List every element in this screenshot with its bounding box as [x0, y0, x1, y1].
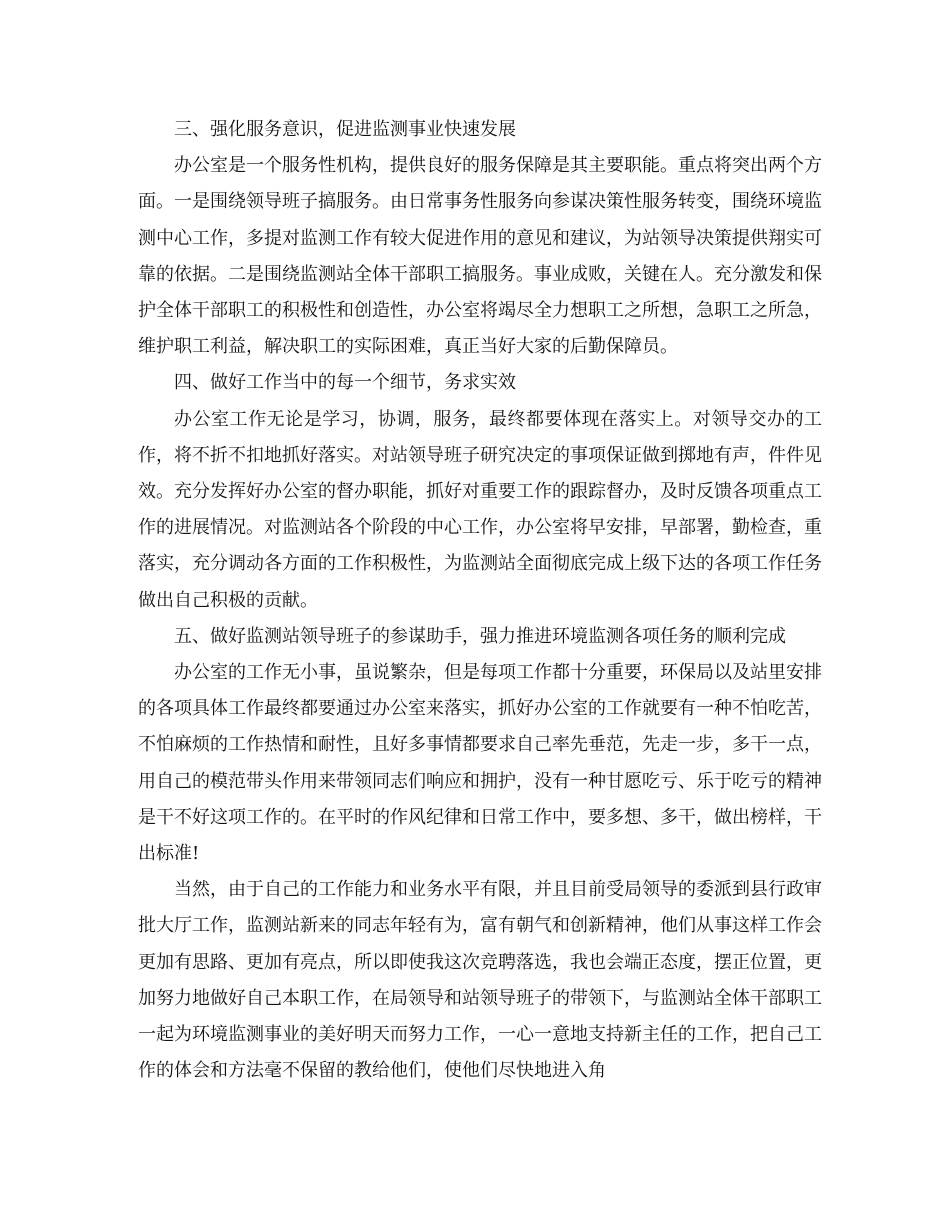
section-heading-3: 三、强化服务意识，促进监测事业快速发展	[174, 119, 516, 140]
section-heading-5: 五、做好监测站领导班子的参谋助手，强力推进环境监测各项任务的顺利完成	[174, 625, 786, 647]
section-3-paragraph: 办公室是一个服务性机构，提供良好的服务保障是其主要职能。重点将突出两个方面。一是围绕领导班子搞服务。由日常事务性服务向参谋决策性服务转变，围绕环境监测中心工作，多提对监测工作有较大促进作用的意见和建议，为站领导决策提供翔实可靠的依据。二是围绕监测站全体干部职工搞服务。事业成败，关键在人。充分激发和保护全体干部职工的积极性和创造性，办公室将竭尽全力想职工之所想，急职工之所急，维护职工利益，解决职工的实际困难，真正当好大家的后勤保障员。	[138, 155, 822, 358]
section-heading-4: 四、做好工作当中的每一个细节，务求实效	[174, 372, 516, 394]
section-4-paragraph: 办公室工作无论是学习，协调，服务，最终都要体现在落实上。对领导交办的工作，将不折不扣地抓好落实。对站领导班子研究决定的事项保证做到掷地有声，件件见效。充分发挥好办公室的督办职能，抓好对重要工作的跟踪督办，及时反馈各项重点工作的进展情况。对监测站各个阶段的中心工作，办公室将早安排，早部署，勤检查，重落实，充分调动各方面的工作积极性，为监测站全面彻底完成上级下达的各项工作任务做出自己积极的贡献。	[138, 408, 822, 611]
section-5-paragraph: 办公室的工作无小事，虽说繁杂，但是每项工作都十分重要，环保局以及站里安排的各项具体工作最终都要通过办公室来落实，抓好办公室的工作就要有一种不怕吃苦，不怕麻烦的工作热情和耐性，且好多事情都要求自己率先垂范，先走一步，多干一点，用自己的模范带头作用来带领同志们响应和拥护，没有一种甘愿吃亏、乐于吃亏的精神是干不好这项工作的。在平时的作风纪律和日常工作中，要多想、多干，做出榜样，干出标准!	[138, 662, 822, 865]
document-body	[138, 112, 822, 1089]
closing-paragraph: 当然，由于自己的工作能力和业务水平有限，并且目前受局领导的委派到县行政审批大厅工作，监测站新来的同志年轻有为，富有朝气和创新精神，他们从事这样工作会更加有思路、更加有亮点，所以即使我这次竞聘落选，我也会端正态度，摆正位置，更加努力地做好自己本职工作，在局领导和站领导班子的带领下，与监测站全体干部职工一起为环境监测事业的美好明天而努力工作，一心一意地支持新主任的工作，把自己工作的体会和方法毫不保留的教给他们，使他们尽快地进入角	[138, 879, 822, 1082]
